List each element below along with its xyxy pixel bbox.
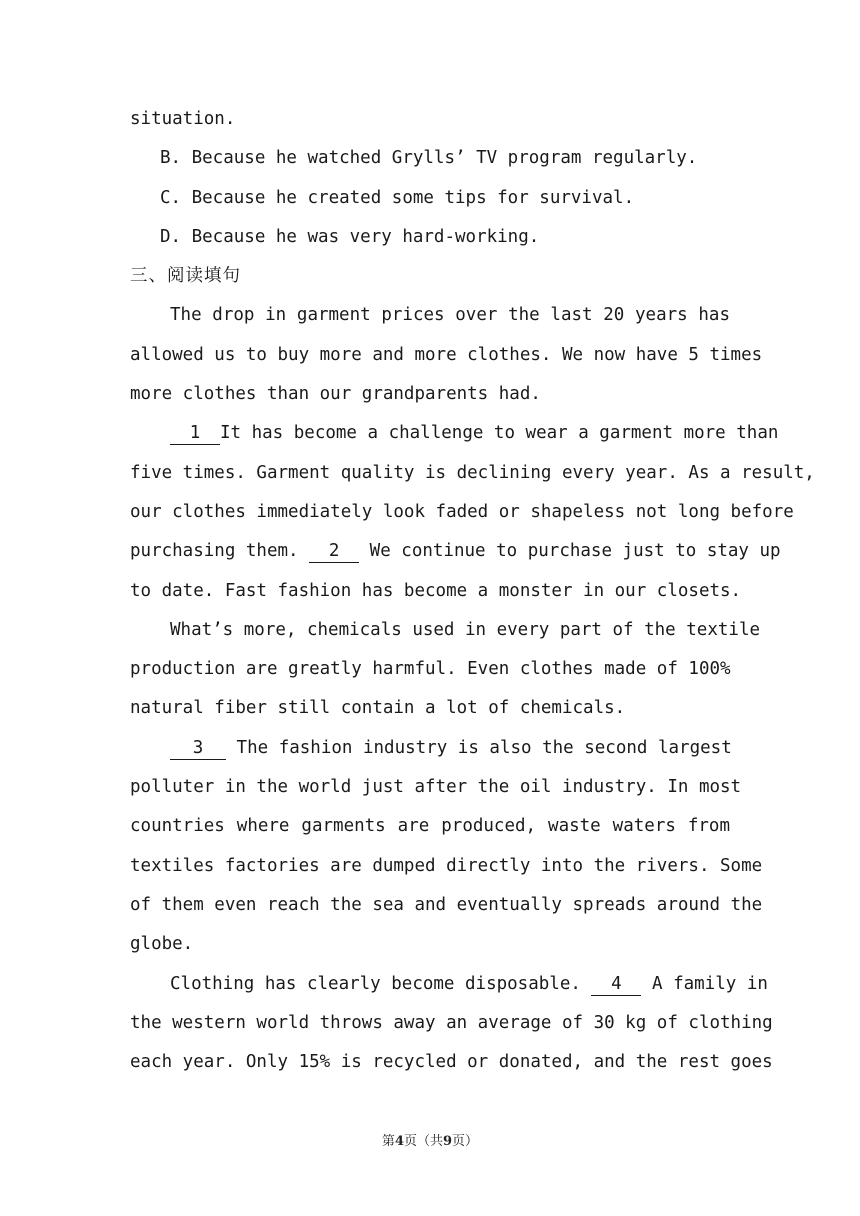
paragraph-2-line-5: to date. Fast fashion has become a monster in our closets. <box>130 580 742 601</box>
paragraph-4-line-3: countries where garments are produced, waste waters from <box>130 816 730 837</box>
blank-1[interactable]: 1 <box>170 422 220 445</box>
footer-mid: 页（共 <box>403 1134 443 1149</box>
paragraph-4-line-2: polluter in the world just after the oil industry. In most <box>130 777 742 798</box>
footer-suffix: 页） <box>452 1134 479 1149</box>
paragraph-4-line-1-text: The fashion industry is also the second largest <box>236 737 732 758</box>
paragraph-4-line-4: textiles factories are dumped directly into the rivers. Some <box>130 855 763 876</box>
paragraph-1-line-3: more clothes than our grandparents had. <box>130 384 541 405</box>
paragraph-1-line-1: The drop in garment prices over the last 20 years has <box>170 305 730 326</box>
paragraph-3-line-1: What’s more, chemicals used in every part of the textile <box>170 619 761 640</box>
page-content <box>130 100 815 1082</box>
paragraph-3-line-3: natural fiber still contain a lot of chemicals. <box>130 698 626 719</box>
paragraph-2-line-2: five times. Garment quality is declining every year. As a result, <box>130 462 815 483</box>
blank-3[interactable]: 3 <box>170 737 226 760</box>
paragraph-3-line-2: production are greatly harmful. Even clothes made of 100% <box>130 659 731 680</box>
paragraph-1-line-2: allowed us to buy more and more clothes. We now have 5 times <box>130 344 763 365</box>
paragraph-4-line-1 <box>130 729 730 768</box>
paragraph-2-line-3: our clothes immediately look faded or shapeless not long before <box>130 501 794 522</box>
footer-prefix: 第 <box>381 1134 395 1149</box>
blank-2[interactable]: 2 <box>309 540 359 563</box>
option-b: B. Because he watched Grylls’ TV program regularly. <box>160 148 698 169</box>
paragraph-2-line-1 <box>130 414 779 453</box>
paragraph-5-line-1-post: A family in <box>652 973 768 994</box>
blank-4[interactable]: 4 <box>591 973 641 996</box>
option-c: C. Because he created some tips for survival. <box>160 187 635 208</box>
option-d: D. Because he was very hard-working. <box>160 226 540 247</box>
paragraph-2-line-4-pre: purchasing them. <box>130 541 299 562</box>
footer-page-number: 4 <box>394 1134 404 1149</box>
page-footer <box>0 1130 860 1149</box>
paragraph-2-line-4 <box>130 532 781 571</box>
paragraph-2-line-4-post: We continue to purchase just to stay up <box>369 541 781 562</box>
paragraph-5-line-2: the western world throws away an average of 30 kg of clothing <box>130 1012 773 1033</box>
paragraph-5-line-1 <box>130 965 768 1004</box>
paragraph-5-line-1-pre: Clothing has clearly become disposable. <box>170 973 581 994</box>
paragraph-4-line-6: globe. <box>130 934 194 955</box>
section-heading: 三、阅读填句 <box>130 266 241 287</box>
footer-total-pages: 9 <box>443 1134 453 1149</box>
paragraph-4-line-5: of them even reach the sea and eventually spreads around the <box>130 894 763 915</box>
paragraph-5-line-3: each year. Only 15% is recycled or donated, and the rest goes <box>130 1052 773 1073</box>
paragraph-2-line-1-text: It has become a challenge to wear a garment more than <box>220 423 779 444</box>
option-a-continuation: situation. <box>130 109 236 129</box>
